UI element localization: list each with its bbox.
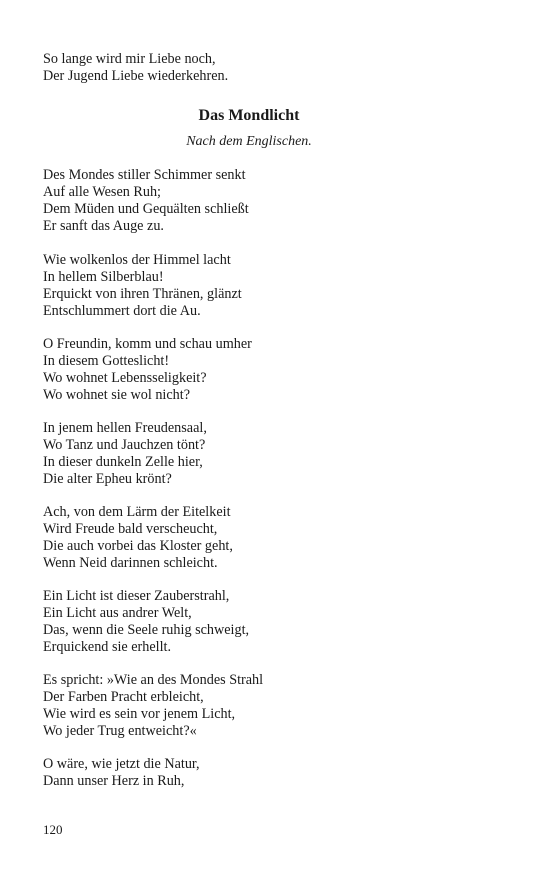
intro-line: Der Jugend Liebe wiederkehren. bbox=[43, 68, 229, 84]
verse-line: Wie wolkenlos der Himmel lacht bbox=[43, 252, 231, 268]
poem-subtitle bbox=[0, 134, 550, 150]
verse-line: Auf alle Wesen Ruh; bbox=[43, 184, 161, 200]
verse-line: In hellem Silberblau! bbox=[43, 269, 164, 285]
verse-line: Ach, von dem Lärm der Eitelkeit bbox=[43, 504, 231, 520]
verse-line: Ein Licht aus andrer Welt, bbox=[43, 605, 192, 621]
verse-line: Dann unser Herz in Ruh, bbox=[43, 773, 185, 789]
verse-line: O Freundin, komm und schau umher bbox=[43, 336, 252, 352]
verse-line: Die alter Epheu krönt? bbox=[43, 471, 172, 487]
verse-line: Erquickt von ihren Thränen, glänzt bbox=[43, 286, 242, 302]
verse-line: In jenem hellen Freudensaal, bbox=[43, 420, 207, 436]
verse-line: Wenn Neid darinnen schleicht. bbox=[43, 555, 218, 571]
verse-line: Ein Licht ist dieser Zauberstrahl, bbox=[43, 588, 230, 604]
verse-line: Erquickend sie erhellt. bbox=[43, 639, 172, 655]
verse-line: Wo wohnet Lebensseligkeit? bbox=[43, 370, 207, 386]
intro-line: So lange wird mir Liebe noch, bbox=[43, 51, 216, 67]
verse-line: Wo Tanz und Jauchzen tönt? bbox=[43, 437, 206, 453]
verse-line: Des Mondes stiller Schimmer senkt bbox=[43, 167, 246, 183]
verse-line: Das, wenn die Seele ruhig schweigt, bbox=[43, 622, 250, 638]
verse-line: Entschlummert dort die Au. bbox=[43, 303, 201, 319]
poem-title bbox=[0, 107, 550, 125]
verse-line: In dieser dunkeln Zelle hier, bbox=[43, 454, 203, 470]
verse-line: O wäre, wie jetzt die Natur, bbox=[43, 756, 200, 772]
verse-line: Wo wohnet sie wol nicht? bbox=[43, 387, 191, 403]
poem-title-text: Das Mondlicht bbox=[198, 107, 300, 124]
verse-line: Es spricht: »Wie an des Mondes Strahl bbox=[43, 672, 264, 688]
verse-line: Wird Freude bald verscheucht, bbox=[43, 521, 218, 537]
verse-line: Wo jeder Trug entweicht?« bbox=[43, 723, 197, 739]
verse-line: Der Farben Pracht erbleicht, bbox=[43, 689, 204, 705]
verse-line: Er sanft das Auge zu. bbox=[43, 218, 164, 234]
verse-line: Die auch vorbei das Kloster geht, bbox=[43, 538, 233, 554]
verse-line: Dem Müden und Gequälten schließt bbox=[43, 201, 249, 217]
verse-line: Wie wird es sein vor jenem Licht, bbox=[43, 706, 236, 722]
page-number: 120 bbox=[43, 822, 63, 837]
poem-subtitle-text: Nach dem Englischen. bbox=[186, 134, 312, 149]
verse-line: In diesem Gotteslicht! bbox=[43, 353, 170, 369]
